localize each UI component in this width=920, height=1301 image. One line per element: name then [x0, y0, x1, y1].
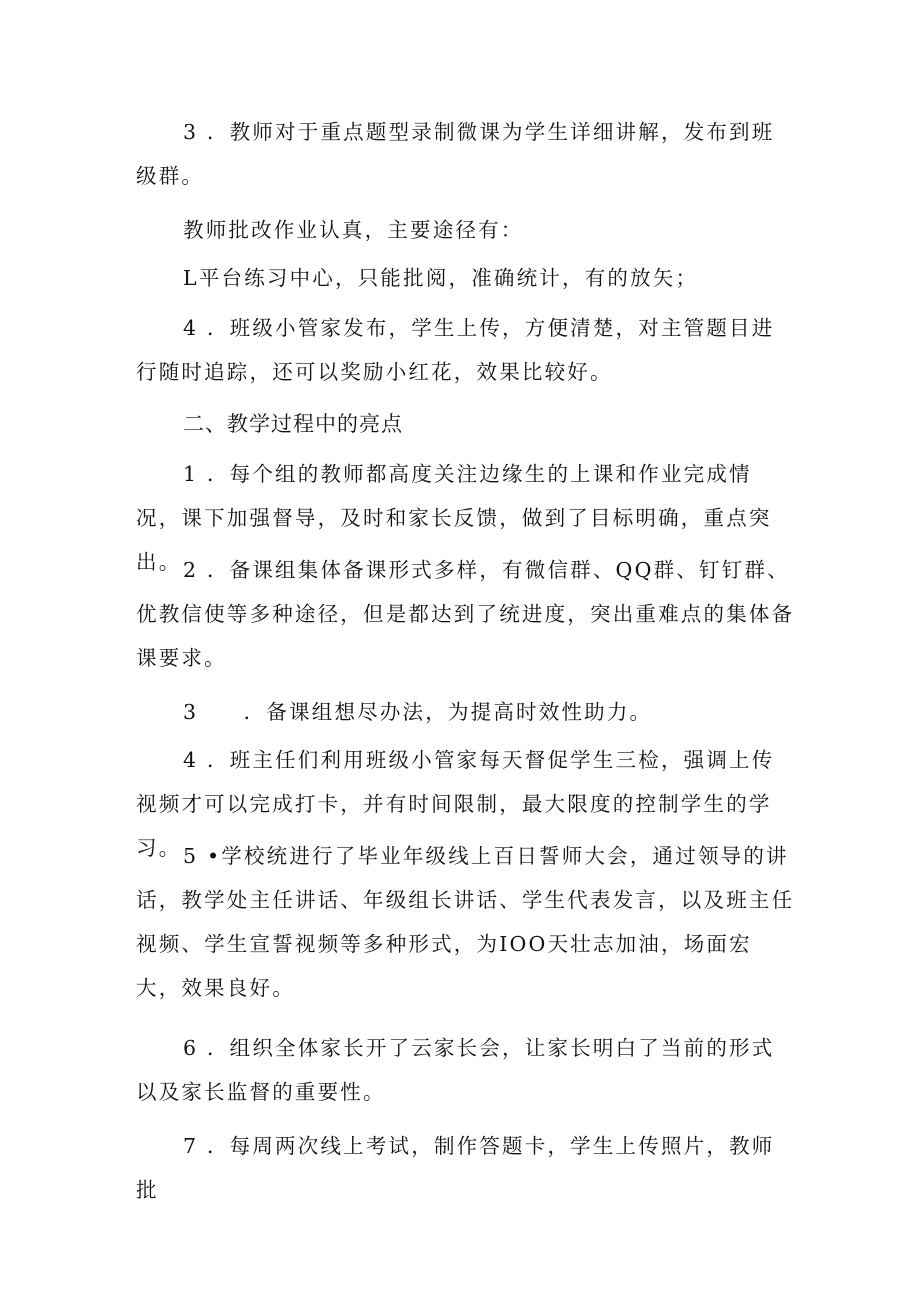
paragraph-highlight-3: 3 ．备课组想尽办法，为提高时效性助力。	[183, 700, 653, 724]
section-heading: 二、教学过程中的亮点	[183, 412, 403, 436]
paragraph-item-3-microlesson: 3 ．教师对于重点题型录制微课为学生详细讲解，发布到班级群。	[136, 120, 775, 188]
paragraph-highlight-5: 5 •学校统进行了毕业年级线上百日誓师大会，通过领导的讲话，教学处主任讲话、年级组长讲话、学生代表发言，以及班主任视频、学生宣誓视频等多种形式，为IOO天壮志加油，场面宏大，效果良好。	[136, 844, 795, 1000]
paragraph-highlight-7: 7 ．每周两次线上考试，制作答题卡，学生上传照片，教师批	[136, 1134, 775, 1202]
paragraph-highlight-1: 1 ．每个组的教师都高度关注边缘生的上课和作业完成情况，课下加强督导，及时和家长反馈，做到了目标明确，重点突出。	[136, 462, 772, 574]
paragraph-highlight-6: 6 ．组织全体家长开了云家长会，让家长明白了当前的形式以及家长监督的重要性。	[136, 1036, 775, 1104]
paragraph-item-4-class-manager: 4 ．班级小管家发布，学生上传，方便清楚，对主管题目进行随时追踪，还可以奖励小红花，效果比较好。	[136, 316, 775, 384]
paragraph-highlight-2: 2 ．备课组集体备课形式多样，有微信群、QQ群、钉钉群、优教信使等多种途径，但是都达到了统进度，突出重难点的集体备课要求。	[136, 558, 795, 670]
paragraph-highlight-4: 4 ．班主任们利用班级小管家每天督促学生三检，强调上传视频才可以完成打卡，并有时间限制，最大限度的控制学生的学习。	[136, 748, 775, 860]
paragraph-platform-practice: L平台练习中心，只能批阅，准确统计，有的放矢；	[183, 266, 699, 290]
paragraph-homework-intro: 教师批改作业认真，主要途径有：	[183, 218, 524, 242]
